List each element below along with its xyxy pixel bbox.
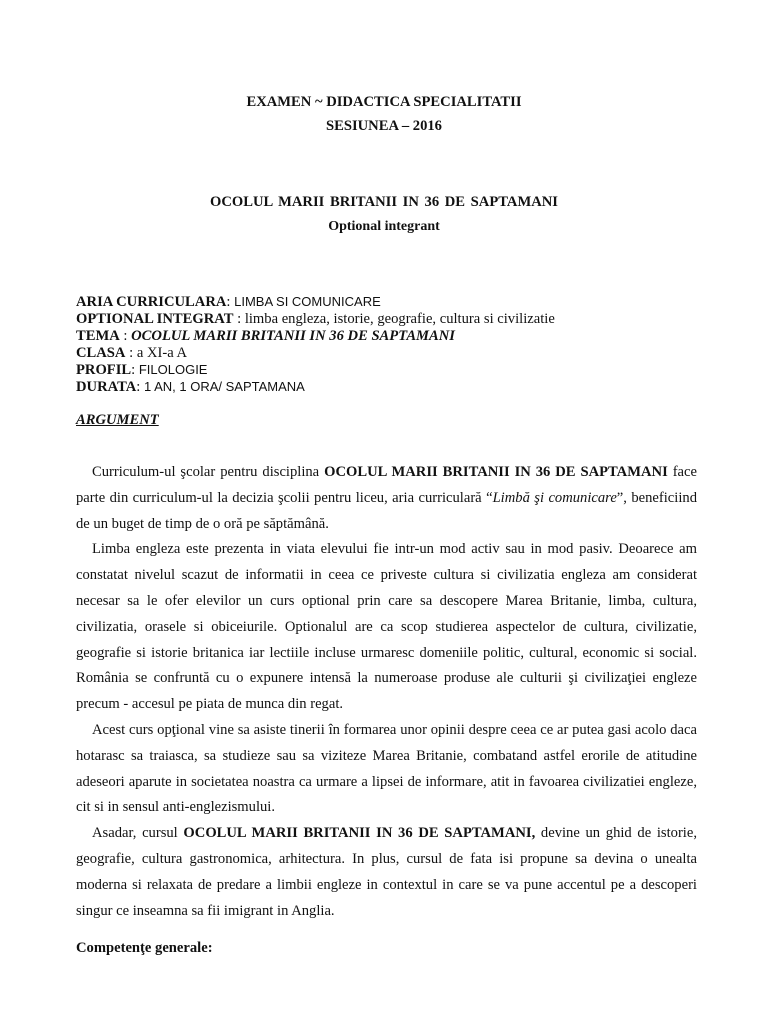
info-label: ARIA CURRICULARA: [76, 294, 227, 310]
info-value: OCOLUL MARII BRITANII IN 36 DE SAPTAMANI: [131, 327, 455, 344]
info-aria: ARIA CURRICULARA: LIMBA SI COMUNICARE: [76, 294, 381, 310]
info-label: CLASA: [76, 344, 126, 361]
info-value: limba engleza, istorie, geografie, cultura si civilizatie: [244, 310, 555, 327]
info-value: LIMBA SI COMUNICARE: [234, 294, 381, 309]
argument-body: [76, 460, 697, 924]
paragraph-2: Limba engleza este prezenta in viata elevului fie intr-un mod activ sau in mod pasiv. Deoarece am constatat nivelul scazut de informatii in ceea ce priveste cultura si civilizatia engleza am considerat necesar sa le ofer elevilor un curs optional prin care sa descopere Marea Britanie, limba, cultura, civilizatia, orasele si obiceiurile. Optionalul are ca scop studierea aspectelor de cultura, civilizatie, geografie si istorie britanica iar lectiile incluse urmaresc domeniile politic, cultural, economic si social. România se confruntă cu o expunere intensă la numeroase produse ale culturii şi civilizaţiei engleze precum - accesul pe piata de munca din regat.: [76, 541, 697, 713]
paragraph-4: Asadar, cursul OCOLUL MARII BRITANII IN 36 DE SAPTAMANI, devine un ghid de istorie, geografie, cultura gastronomica, arhitectura. In plus, cursul de fata isi propune sa devina o unealta moderna si relaxata de predare a limbii engleze in contextul in care se va pune accentul pe a descoperi singur ce inseamna sa fii imigrant in Anglia.: [76, 825, 697, 919]
info-label: DURATA: [76, 378, 137, 395]
info-value: FILOLOGIE: [138, 361, 208, 377]
course-title: OCOLUL MARII BRITANII IN 36 DE SAPTAMANI: [210, 194, 558, 210]
info-value: a XI-a A: [136, 344, 188, 361]
paragraph-3: Acest curs opţional vine sa asiste tinerii în formarea unor opinii despre ceea ce ar putea gasi acolo daca hotarasc sa traiasca, sa studieze sau sa viziteze Marea Britanie, combatand astfel erorile de atitudine adeseori aparute in societatea noastra ca urmare a lipsei de informare, atit in favoarea civilizatiei engleze, cit si in sensul anti-englezismului.: [76, 721, 697, 816]
paragraph-1: Curriculum-ul şcolar pentru disciplina OCOLUL MARII BRITANII IN 36 DE SAPTAMANI face parte din curriculum-ul la decizia şcolii pentru liceu, aria curriculară “Limbă şi comunicare”, beneficiind de un buget de timp de o oră pe săptămână.: [76, 464, 697, 532]
info-value: 1 AN, 1 ORA/ SAPTAMANA: [143, 378, 305, 394]
info-label: OPTIONAL INTEGRAT: [76, 310, 234, 327]
competences-heading: Competenţe generale:: [76, 940, 213, 956]
info-durata: DURATA: 1 AN, 1 ORA/ SAPTAMANA: [76, 378, 305, 395]
exam-title: EXAMEN ~ DIDACTICA SPECIALITATII: [246, 94, 522, 110]
info-label: TEMA: [76, 327, 120, 344]
session-title: SESIUNEA – 2016: [326, 118, 442, 134]
course-subtitle: Optional integrant: [328, 219, 440, 234]
info-clasa: CLASA : a XI-a A: [76, 344, 188, 361]
course-info: [76, 294, 555, 395]
info-tema: TEMA : OCOLUL MARII BRITANII IN 36 DE SAPTAMANI: [76, 327, 455, 344]
info-profil: PROFIL: FILOLOGIE: [76, 361, 208, 378]
argument-heading: ARGUMENT: [76, 412, 159, 428]
info-optional: OPTIONAL INTEGRAT : limba engleza, istorie, geografie, cultura si civilizatie: [76, 310, 555, 327]
info-label: PROFIL: [76, 361, 132, 378]
